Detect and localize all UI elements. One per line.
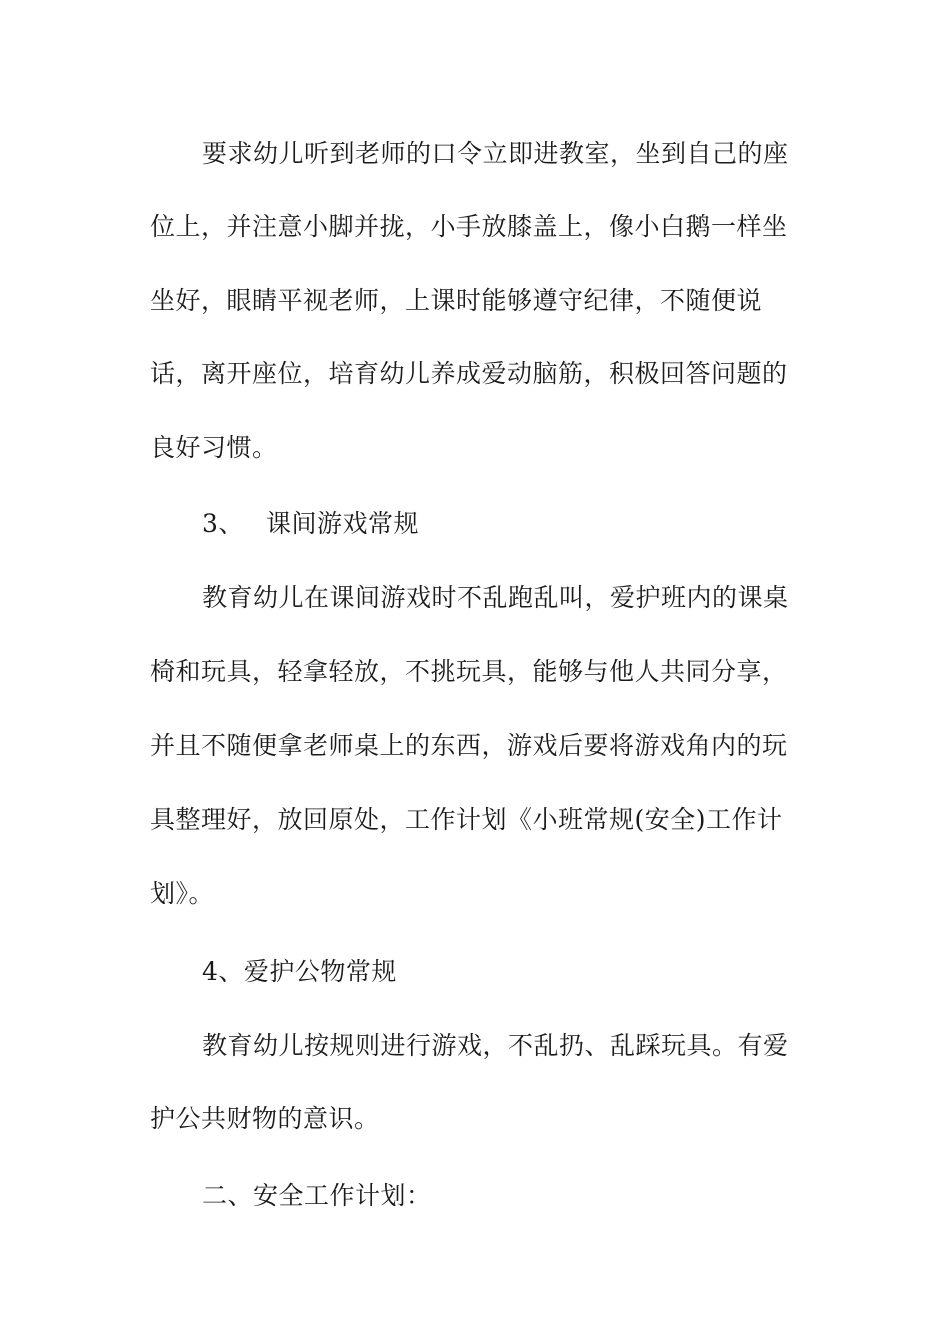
paragraph-line: 教育幼儿按规则进行游戏，不乱扔、乱踩玩具。有爱 [202,1031,789,1060]
paragraph-line: 良好习惯。 [150,433,278,462]
paragraph-line: 并且不随便拿老师桌上的东西，游戏后要将游戏角内的玩 [150,731,788,760]
paragraph-line: 椅和玩具，轻拿轻放，不挑玩具，能够与他人共同分享， [150,657,788,686]
paragraph-line: 位上，并注意小脚并拢，小手放膝盖上，像小白鹅一样坐 [150,212,788,241]
paragraph-line: 教育幼儿在课间游戏时不乱跑乱叫，爱护班内的课桌 [202,583,789,612]
section-heading-safety-plan: 二、安全工作计划： [202,1181,432,1210]
paragraph-line: 话，离开座位，培育幼儿养成爱动脑筋，积极回答问题的 [150,359,788,388]
section-heading-3 [202,508,852,540]
paragraph-line: 坐好，眼睛平视老师，上课时能够遵守纪律，不随便说 [150,286,763,315]
heading-title: 课间游戏常规 [266,509,420,538]
paragraph-line: 要求幼儿听到老师的口令立即进教室，坐到自己的座 [202,139,789,168]
paragraph-line: 划》。 [150,879,215,908]
heading-number: 3、 [202,509,244,538]
section-heading-4: 4、爱护公物常规 [202,957,397,986]
paragraph-line: 具整理好，放回原处，工作计划《小班常规(安全)工作计 [150,805,783,834]
paragraph-line: 护公共财物的意识。 [150,1104,380,1133]
